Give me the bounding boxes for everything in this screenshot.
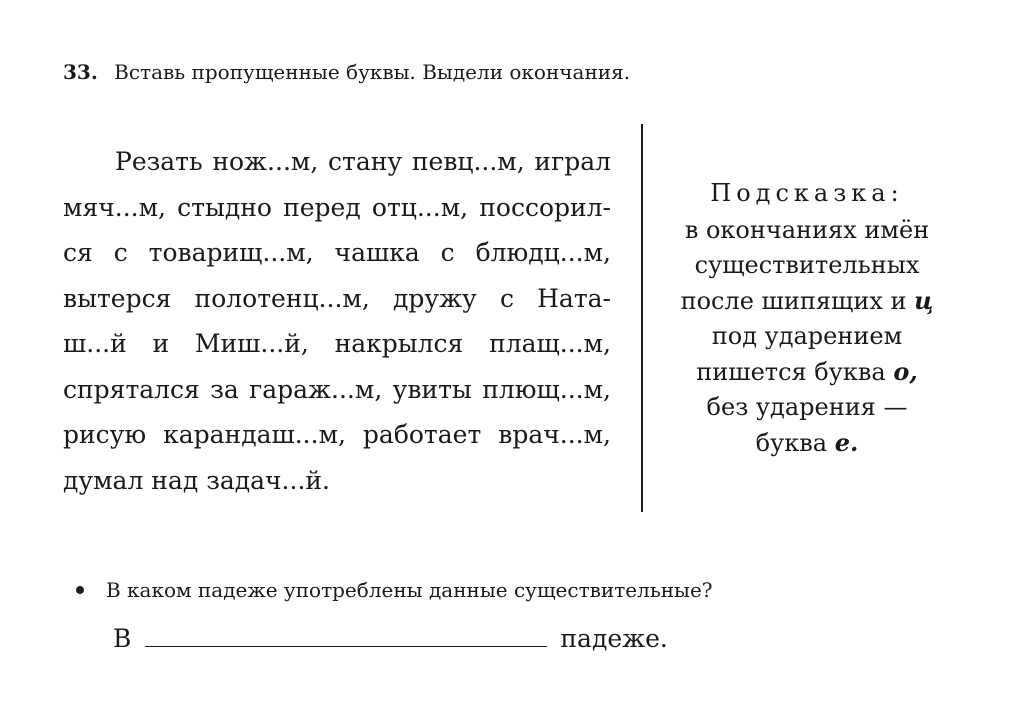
hint-line: без ударения — xyxy=(706,393,908,421)
hint-line xyxy=(652,425,962,461)
exercise-line: Резать нож...м, стану певц...м, играл xyxy=(115,147,611,176)
exercise-line: мяч...м, стыдно перед отц...м, поссорил- xyxy=(63,192,611,222)
answer-blank[interactable] xyxy=(145,620,547,647)
exercise-line: ся с товарищ...м, чашка с блюдц...м, xyxy=(63,238,611,267)
question-text: В каком падеже употреблены данные существительные? xyxy=(106,578,713,602)
task-header xyxy=(63,60,630,84)
exercise-line: спрятался за гараж...м, увиты плющ...м, xyxy=(63,374,611,404)
answer-prefix: В xyxy=(113,624,132,653)
hint-text: пишется буква xyxy=(696,358,894,386)
task-instruction: Вставь пропущенные буквы. Выдели окончания. xyxy=(114,60,631,84)
task-number: 33. xyxy=(63,60,98,84)
hint-letter: ц xyxy=(914,286,934,315)
hint-line: существительных xyxy=(694,251,920,279)
exercise-line: думал над задач...й. xyxy=(63,465,331,495)
exercise-line: рисую карандаш...м, работает врач...м, xyxy=(63,420,611,449)
hint-letter: е. xyxy=(834,428,859,457)
hint-line xyxy=(652,354,962,390)
question xyxy=(76,578,713,602)
exercise-text xyxy=(63,139,611,503)
bullet-icon xyxy=(76,586,84,594)
vertical-divider xyxy=(641,124,643,512)
answer-row xyxy=(113,620,668,653)
answer-suffix: падеже. xyxy=(560,624,668,653)
hint-text: буква xyxy=(755,429,835,457)
exercise-line: вытерся полотенц...м, дружу с Ната- xyxy=(63,283,611,313)
hint-text: после шипящих и xyxy=(680,287,915,315)
exercise-line: ш...й и Миш...й, накрылся плащ...м, xyxy=(63,329,611,358)
hint-title: Подсказка: xyxy=(710,179,904,207)
hint-line xyxy=(652,283,962,319)
hint-line: в окончаниях имён xyxy=(684,216,930,244)
hint-letter: о, xyxy=(893,357,918,386)
hint-box xyxy=(652,176,962,461)
hint-line: под ударением xyxy=(711,322,903,350)
